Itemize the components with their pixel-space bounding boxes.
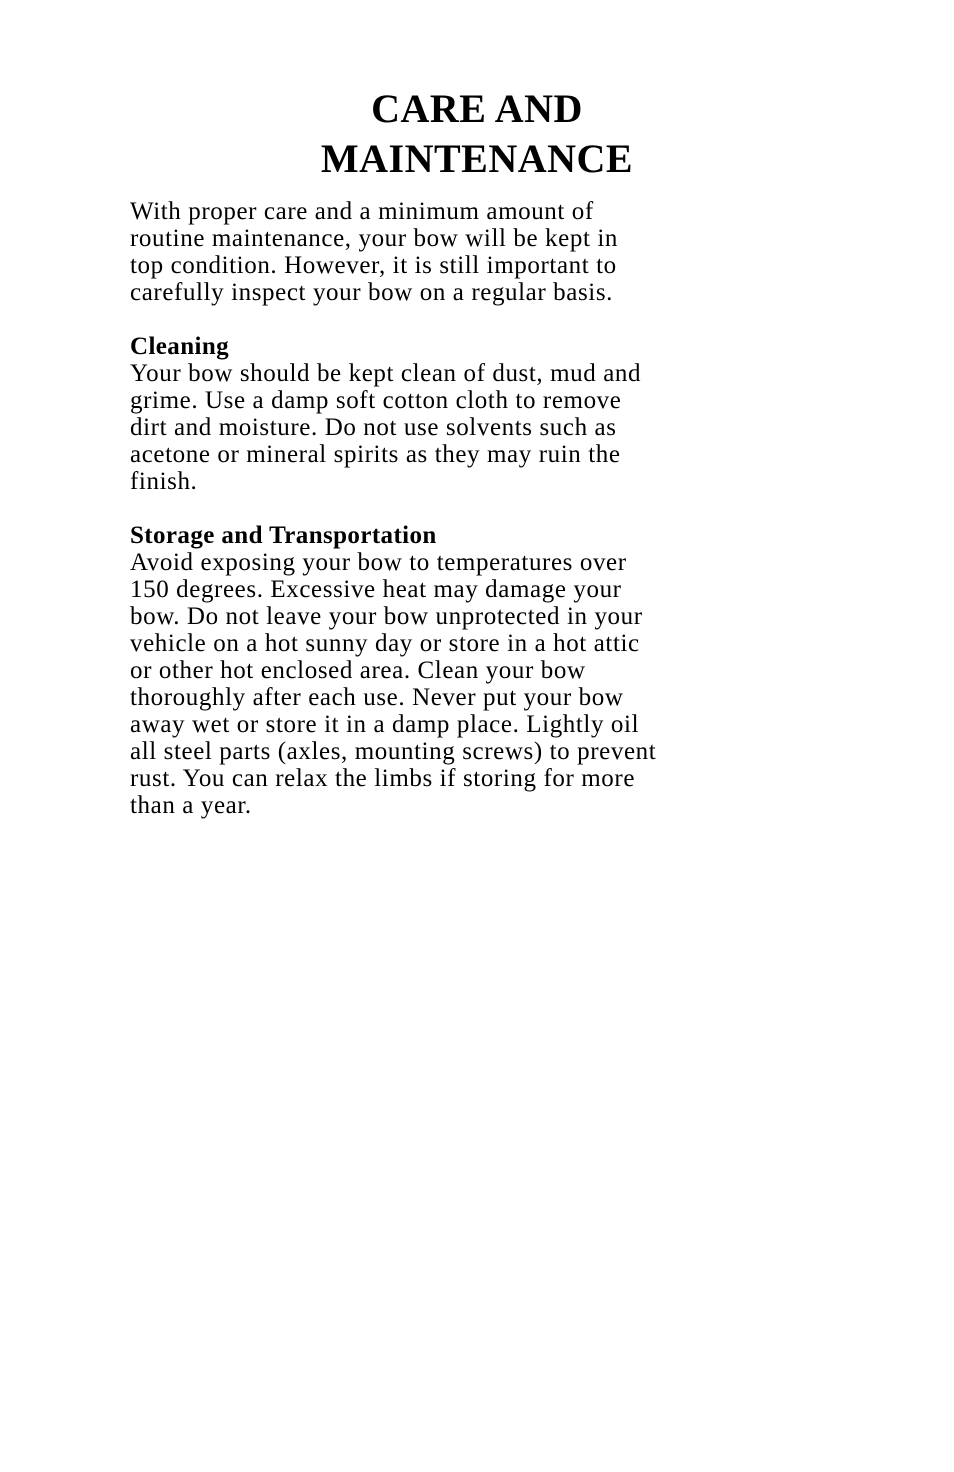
page-title-line-2: MAINTENANCE <box>320 136 634 181</box>
storage-section <box>130 522 830 819</box>
cleaning-heading: Cleaning <box>130 333 230 360</box>
cleaning-section <box>130 333 830 495</box>
body-content <box>130 198 830 846</box>
intro-paragraph <box>130 198 830 306</box>
storage-line: vehicle on a hot sunny day or store in a hot attic <box>130 630 640 657</box>
storage-paragraph <box>130 549 830 819</box>
cleaning-line: acetone or mineral spirits as they may ruin the <box>130 441 621 468</box>
storage-line: away wet or store it in a damp place. Lightly oil <box>130 711 640 738</box>
page-title-line-1: CARE AND <box>371 86 583 131</box>
storage-line: thoroughly after each use. Never put your bow <box>130 684 624 711</box>
cleaning-line: Your bow should be kept clean of dust, mud and <box>130 360 642 387</box>
intro-line: With proper care and a minimum amount of <box>130 198 594 225</box>
storage-line: rust. You can relax the limbs if storing for more <box>130 765 636 792</box>
storage-line: than a year. <box>130 792 252 819</box>
storage-line: or other hot enclosed area. Clean your bow <box>130 657 586 684</box>
storage-line: bow. Do not leave your bow unprotected in your <box>130 603 643 630</box>
storage-line: all steel parts (axles, mounting screws) to prevent <box>130 738 657 765</box>
storage-line: Avoid exposing your bow to temperatures over <box>130 549 627 576</box>
intro-line: top condition. However, it is still important to <box>130 252 617 279</box>
cleaning-paragraph <box>130 360 830 495</box>
storage-line: 150 degrees. Excessive heat may damage your <box>130 576 622 603</box>
page-title <box>0 84 954 184</box>
cleaning-line: finish. <box>130 468 198 495</box>
intro-line: routine maintenance, your bow will be kept in <box>130 225 618 252</box>
cleaning-line: dirt and moisture. Do not use solvents such as <box>130 414 617 441</box>
storage-heading: Storage and Transportation <box>130 522 437 549</box>
intro-line: carefully inspect your bow on a regular basis. <box>130 279 614 306</box>
cleaning-line: grime. Use a damp soft cotton cloth to remove <box>130 387 622 414</box>
